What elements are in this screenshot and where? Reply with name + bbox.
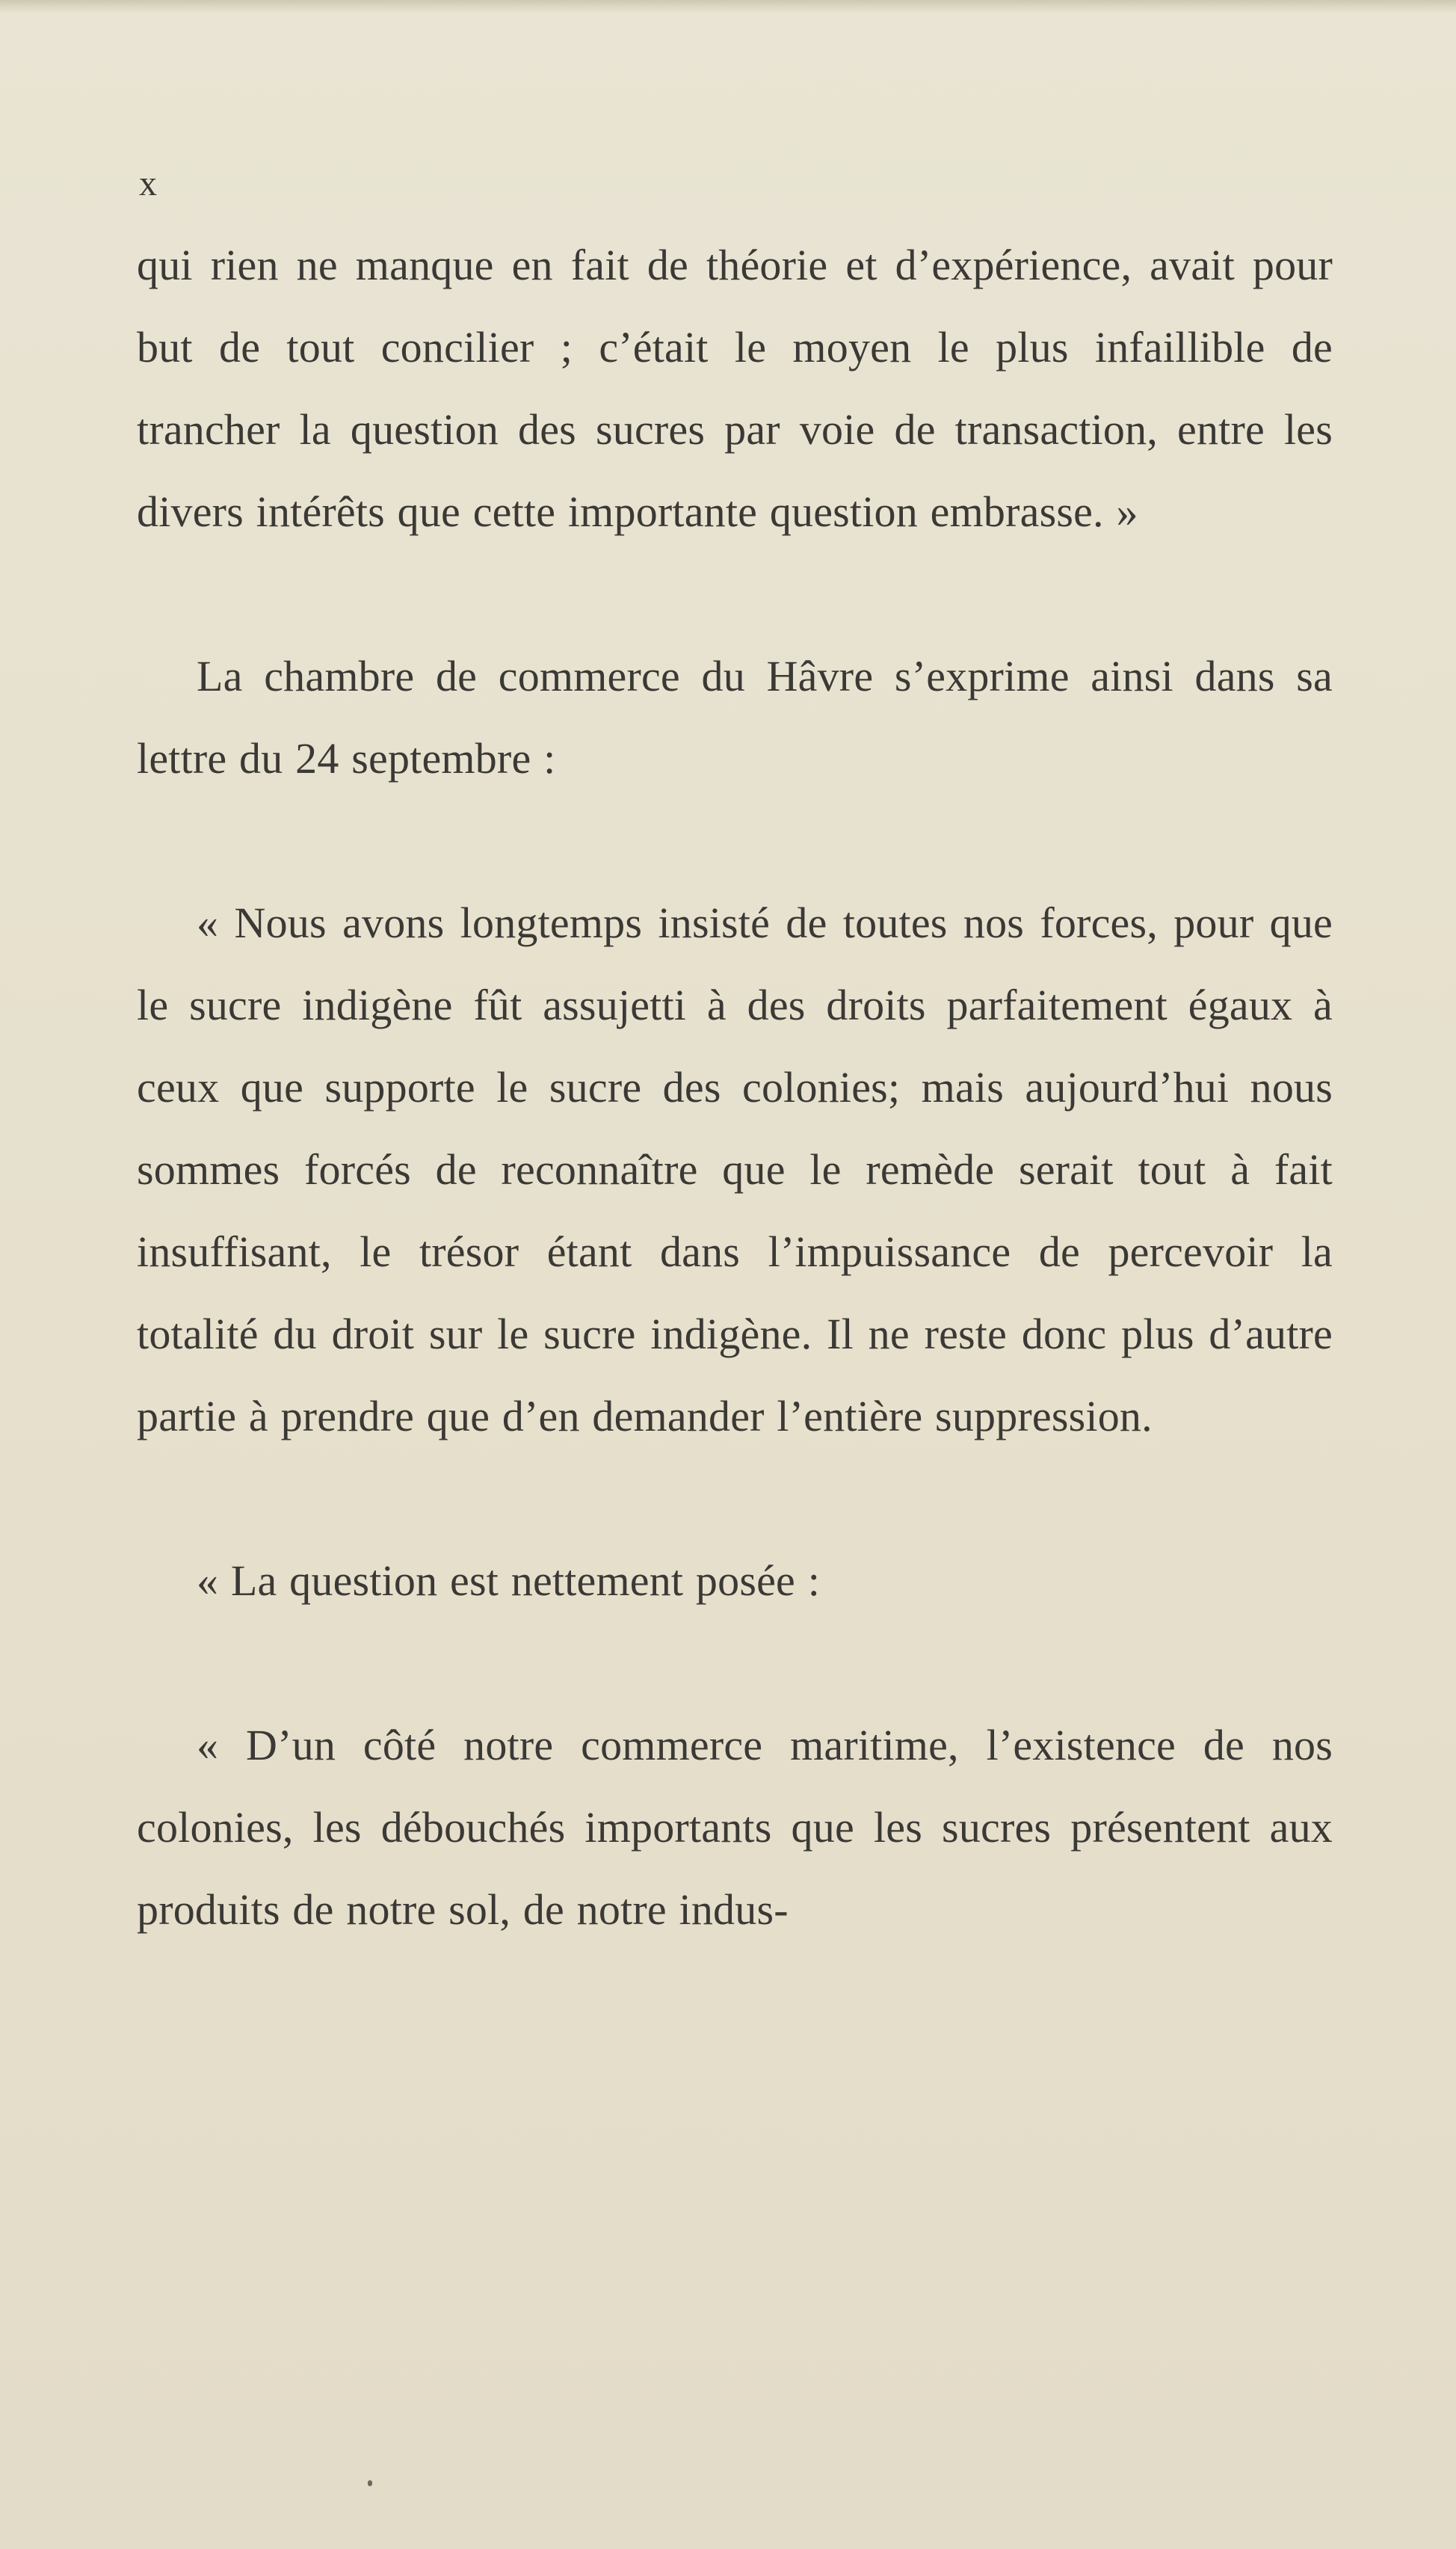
paragraph-maritime-commerce: « D’un côté notre commerce maritime, l’existence de nos colonies, les débouchés importants que les sucres présentent aux produits de notre sol, de notre indus- <box>137 1721 1333 1934</box>
paragraph-quotation-sugar: « Nous avons longtemps insisté de toutes nos forces, pour que le sucre indigène fût assujetti à des droits parfaitement égaux à ceux que supporte le sucre des colonies; mais aujourd’hui nous sommes forcés de reconnaître que le remède serait tout à fait insuffisant, le trésor étant dans l’impuissance de percevoir la totalité du droit sur le sucre indigène. Il ne reste donc plus d’autre partie à prendre que d’en demander l’entière suppression. <box>137 899 1333 1440</box>
paragraph-question-posed: « La question est nettement posée : <box>197 1556 821 1605</box>
page-top-edge <box>0 0 1456 13</box>
page-text <box>137 224 1333 1951</box>
paragraph-havre-chamber: La chambre de commerce du Hâvre s’exprime ainsi dans sa lettre du 24 septembre : <box>137 652 1333 783</box>
page-number: x <box>139 164 157 203</box>
paper-speck <box>368 2480 372 2486</box>
paragraph-continuation: qui rien ne manque en fait de théorie et d’expérience, avait pour but de tout concilier ; c’était le moyen le plus infaillible de trancher la question des sucres par voie de transaction, entre les divers intérêts que cette importante question embrasse. » <box>137 241 1333 536</box>
